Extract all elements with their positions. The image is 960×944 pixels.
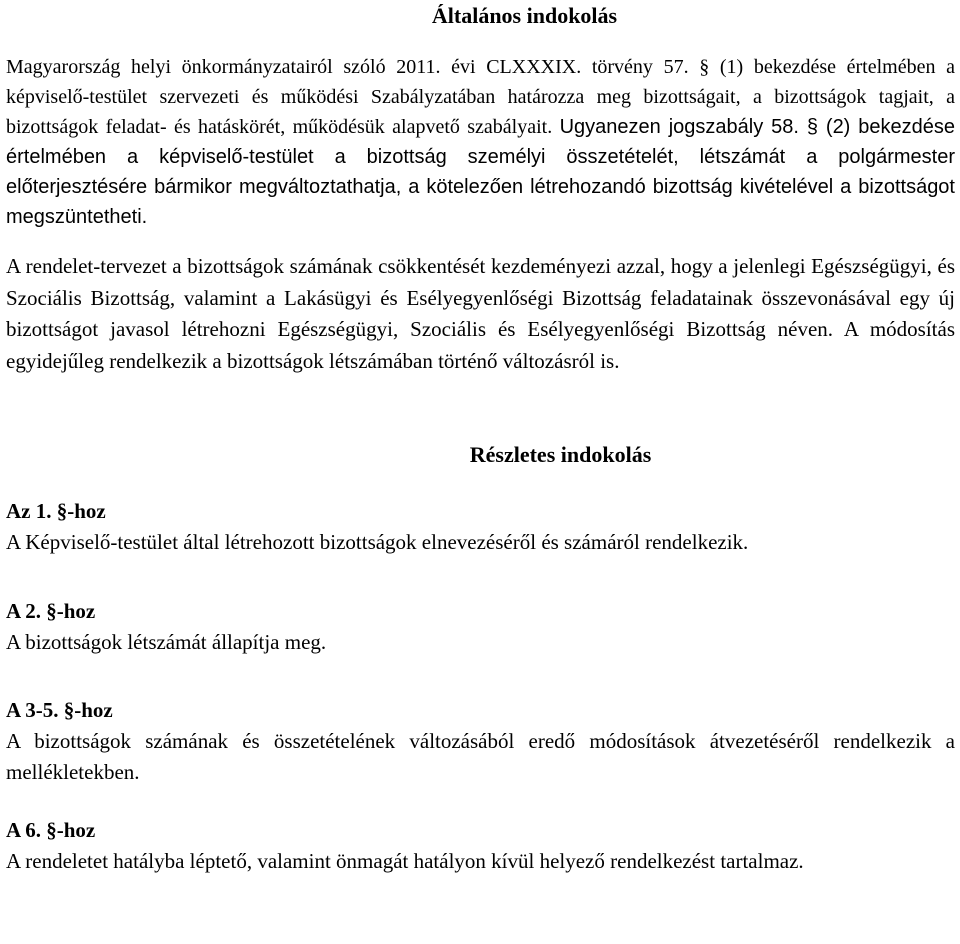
general-justification-title: Általános indokolás: [431, 3, 618, 28]
section-2-heading: A 2. §-hoz: [6, 599, 96, 623]
general-paragraph-2-part-2: A módosítás egyidejűleg rendelkezik a bizottságok létszámában történő változásról is.: [6, 317, 955, 373]
section-4-text: A rendeletet hatályba léptető, valamint önmagát hatályon kívül helyező rendelkezést tartalmaz.: [6, 849, 804, 873]
section-3-heading: A 3-5. §-hoz: [6, 698, 113, 722]
section-3: [6, 695, 955, 788]
section-1-text: A Képviselő-testület által létrehozott bizottságok elnevezéséről és számáról rendelkezik.: [6, 530, 749, 554]
section-1-heading: Az 1. §-hoz: [6, 499, 106, 523]
section-3-text: A bizottságok számának és összetételének változásából eredő módosítások átvezetéséről rendelkezik a mellékletekben.: [6, 729, 955, 784]
general-paragraph-1: [6, 52, 955, 232]
general-paragraph-2: [6, 251, 955, 377]
general-paragraph-1-part-1: Magyarország helyi önkormányzatairól szóló 2011. évi CLXXXIX. törvény 57. § (1) bekezdése értelmében a képviselő-testület szervezeti és működési Szabályzatában határozza meg bizottságait, a bizottságok tagjait, a bizottságok feladat- és hatáskörét, működésük alapvető szabályait.: [6, 56, 955, 138]
section-2-text: A bizottságok létszámát állapítja meg.: [6, 630, 327, 654]
section-4: [6, 815, 955, 877]
section-2: [6, 596, 955, 658]
general-paragraph-1-part-2: Ugyanezen jogszabály 58. § (2) bekezdése értelmében a képviselő-testület a bizottság személyi összetételét, létszámát a polgármester előterjesztésére bármikor megváltoztathatja, a kötelezően létrehozandó bizottság kivételével a bizottságot megszüntetheti.: [6, 116, 956, 228]
section-1: [6, 496, 955, 558]
detailed-justification-title: Részletes indokolás: [469, 442, 652, 467]
document-page: [6, 0, 955, 877]
section-4-heading: A 6. §-hoz: [6, 818, 96, 842]
general-paragraph-2-part-1: A rendelet-tervezet a bizottságok számának csökkentését kezdeményezi azzal, hogy a jelenlegi Egészségügyi, és Szociális Bizottság, valamint a Lakásügyi és Esélyegyenlőségi Bizottság feladatainak összevonásával egy új bizottságot javasol létrehozni Egészségügyi, Szociális és Esélyegyenlőségi Bizottság néven.: [6, 254, 955, 341]
